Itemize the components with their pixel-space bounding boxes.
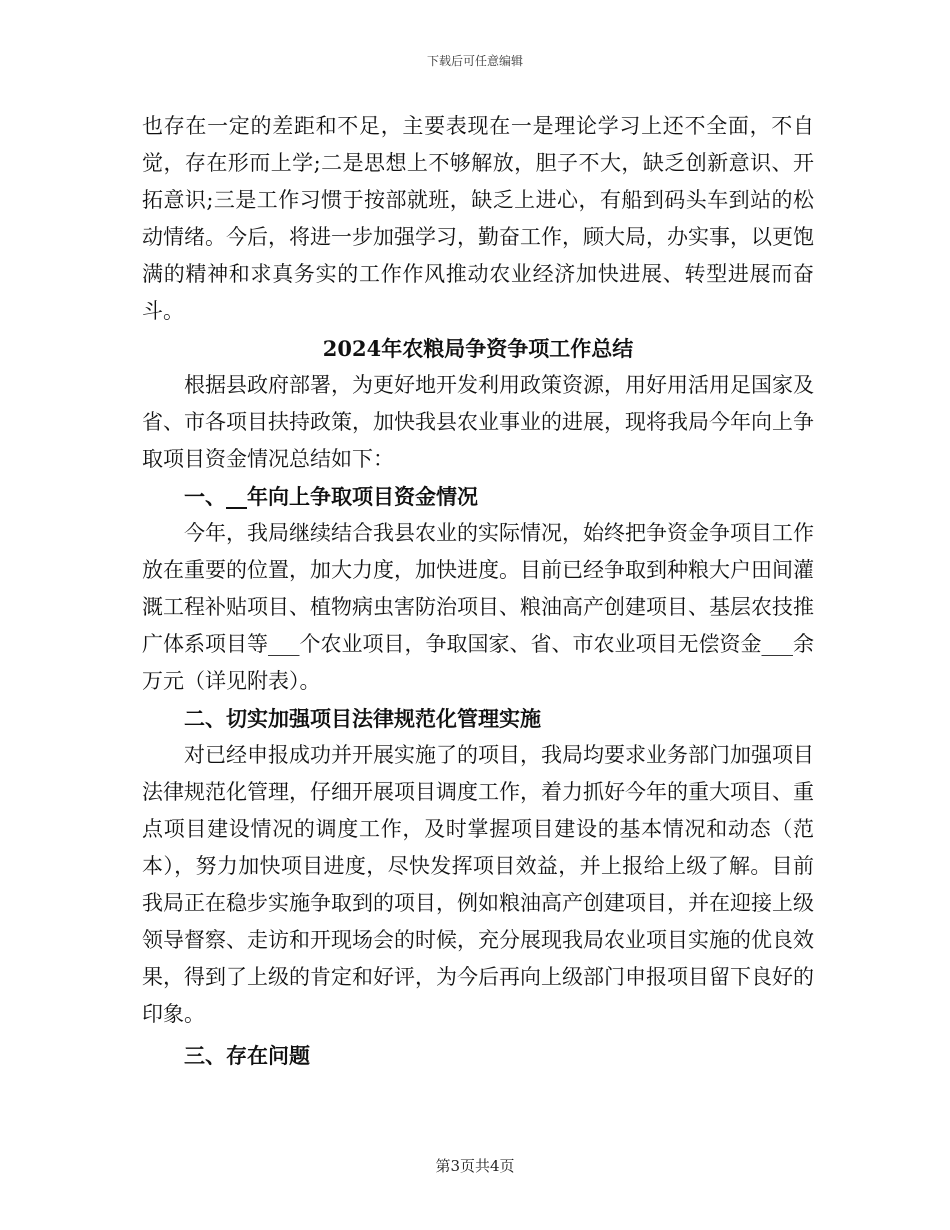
header-text: 下载后可任意编辑 [426,54,523,68]
section-2-heading: 二、切实加强项目法律规范化管理实施 [184,706,541,731]
section-1-heading: 一、__年向上争取项目资金情况 [184,484,478,509]
section-1-paragraph: 今年，我局继续结合我县农业的实际情况，始终把争资金争项目工作放在重要的位置，加大力度，加快进度。目前已经争取到种粮大户田间灌溉工程补贴项目、植物病虫害防治项目、粮油高产创建项目、基层农技推广体系项目等___个农业项目，争取国家、省、市农业项目无偿资金___余万元（详见附表）。 [142,521,814,693]
document-title: 2024年农粮局争资争项工作总结 [322,336,634,361]
intro-paragraph: 根据县政府部署，为更好地开发利用政策资源，用好用活用足国家及省、市各项目扶持政策，加快我县农业事业的进展，现将我局今年向上争取项目资金情况总结如下： [142,373,814,471]
page-footer [0,1156,950,1176]
continuation-paragraph: 也存在一定的差距和不足，主要表现在一是理论学习上还不全面，不自觉，存在形而上学;二是思想上不够解放，胆子不大，缺乏创新意识、开拓意识;三是工作习惯于按部就班，缺乏上进心，有船到码头车到站的松动情绪。今后，将进一步加强学习，勤奋工作，顾大局，办实事，以更饱满的精神和求真务实的工作作风推动农业经济加快进展、转型进展而奋斗。 [142,114,814,323]
document-body [142,108,814,1074]
section-3-heading: 三、存在问题 [184,1043,310,1068]
page-number: 第3页共4页 [435,1157,515,1175]
section-2-paragraph: 对已经申报成功并开展实施了的项目，我局均要求业务部门加强项目法律规范化管理，仔细开展项目调度工作，着力抓好今年的重大项目、重点项目建设情况的调度工作，及时掌握项目建设的基本情况和动态（范本），努力加快项目进度，尽快发挥项目效益，并上报给上级了解。目前我局正在稳步实施争取到的项目，例如粮油高产创建项目，并在迎接上级领导督察、走访和开现场会的时候，充分展现我局农业项目实施的优良效果，得到了上级的肯定和好评，为今后再向上级部门申报项目留下良好的印象。 [142,743,814,1026]
page-header [0,52,950,70]
